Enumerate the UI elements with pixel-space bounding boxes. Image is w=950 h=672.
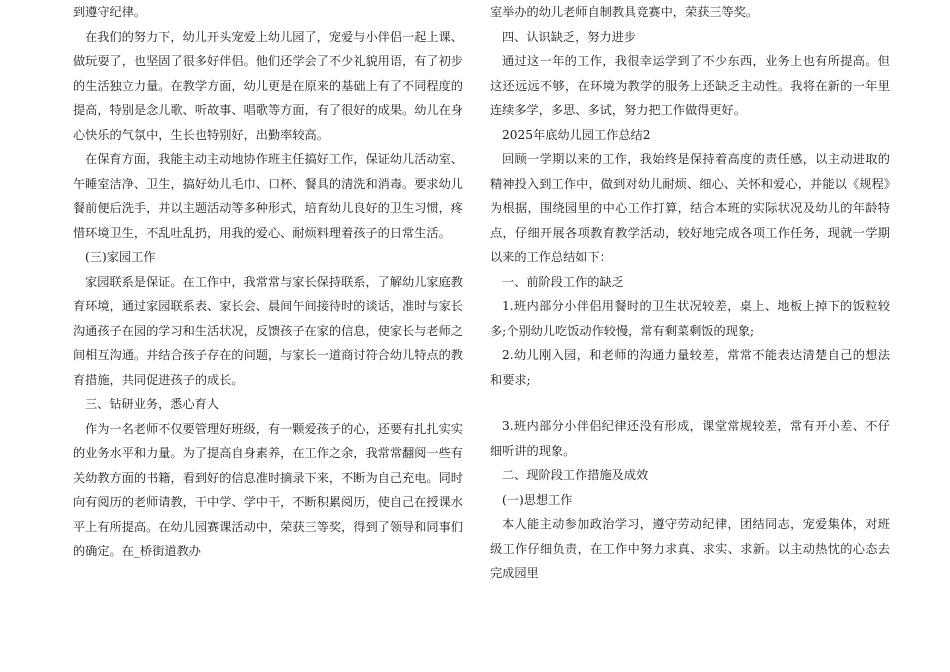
paragraph-r7: 2.幼儿刚入园，和老师的沟通力量较差，常常不能表达清楚自己的想法和要求; <box>490 348 890 387</box>
paragraph-r6: 1.班内部分小伴侣用餐时的卫生状况较差，桌上、地板上掉下的饭粒较多;个别幼儿吃饭动作较慢，常有剩菜剩饭的现象; <box>490 299 890 338</box>
paragraph-r10: (一)思想工作 <box>502 492 573 507</box>
paragraph-l4: 家园联系是保证。在工作中，我常常与家长保持联系，了解幼儿家庭教育环境，通过家园联系表、家长会、晨间午间接待时的谈话，准时与家长沟通孩子在园的学习和生活状况，反馈孩子在家的信息，使家长与老师之间相互沟通。并结合孩子存在的问题，与家长一道商讨符合幼儿特点的教育措施，共同促进孩子的成长。 <box>73 274 463 387</box>
paragraph-r8: 3.班内部分小伴侣纪律还没有形成，课堂常规较差，常有开小差、不仔细听讲的现象。 <box>490 419 890 458</box>
paragraph-l0: 到遵守纪律。 <box>73 5 147 19</box>
paragraph-spacer <box>490 392 890 414</box>
right-column <box>490 0 890 586</box>
paragraph-r0: 室举办的幼儿老师自制教具竞赛中，荣获三等奖。 <box>490 5 759 19</box>
paragraph-l3: (三)家园工作 <box>85 250 156 264</box>
paragraph-r11: 本人能主动参加政治学习，遵守劳动纪律，团结同志，宠爱集体，对班级工作仔细负责，在工作中努力求真、求实、求新。以主动热忱的心态去完成园里 <box>490 517 890 580</box>
paragraph-r2: 通过这一年的工作，我很幸运学到了不少东西，业务上也有所提高。但这还远远不够，在环境为教学的服务上还缺乏主动性。我将在新的一年里连续多学，多思、多试，努力把工作做得更好。 <box>490 54 890 117</box>
left-column <box>73 0 463 564</box>
paragraph-l6: 作为一名老师不仅要管理好班级，有一颗爱孩子的心，还要有扎扎实实的业务水平和力量。为了提高自身素养，在工作之余，我常常翻阅一些有关幼教方面的书籍，看到好的信息准时摘录下来，不断为自己充电。同时向有阅历的老师请教，干中学、学中干，不断积累阅历，使自己在授课水平上有所提高。在幼儿园赛课活动中，荣获三等奖，得到了领导和同事们的确定。在_桥街道教办 <box>73 421 463 558</box>
paragraph-l2: 在保育方面，我能主动主动地协作班主任搞好工作，保证幼儿活动室、午睡室洁净、卫生，搞好幼儿毛巾、口杯、餐具的清洗和消毒。要求幼儿餐前便后洗手，并以主题活动等多种形式，培育幼儿良好的卫生习惯，疼惜环境卫生，不乱吐乱扔，用我的爱心、耐烦料理着孩子的日常生活。 <box>73 152 463 240</box>
paragraph-r4: 回顾一学期以来的工作，我始终是保持着高度的责任感，以主动进取的精神投入到工作中，做到对幼儿耐烦、细心、关怀和爱心，并能以《规程》为根据，围绕园里的中心工作打算，结合本班的实际状况及幼儿的年龄特点，仔细开展各项教育教学活动，较好地完成各项工作任务，现就一学期以来的工作总结如下： <box>490 152 890 264</box>
paragraph-l1: 在我们的努力下，幼儿开头宠爱上幼儿园了，宠爱与小伴侣一起上课、做玩耍了，也坚固了很多好伴侣。他们还学会了不少礼貌用语，有了初步的生活独立力量。在教学方面，幼儿更是在原来的基础上有了不同程度的提高，特别是念儿歌、听故事、唱歌等方面，有了很好的成果。幼儿在身心快乐的气氛中，生长也特别好，出勤率较高。 <box>73 29 463 142</box>
paragraph-r9: 二、现阶段工作措施及成效 <box>502 468 649 482</box>
paragraph-r3: 2025年底幼儿园工作总结2 <box>502 127 651 142</box>
paragraph-r1: 四、认识缺乏，努力进步 <box>502 29 637 44</box>
paragraph-l5: 三、钻研业务，悉心育人 <box>85 397 220 411</box>
paragraph-r5: 一、前阶段工作的缺乏 <box>502 274 624 289</box>
